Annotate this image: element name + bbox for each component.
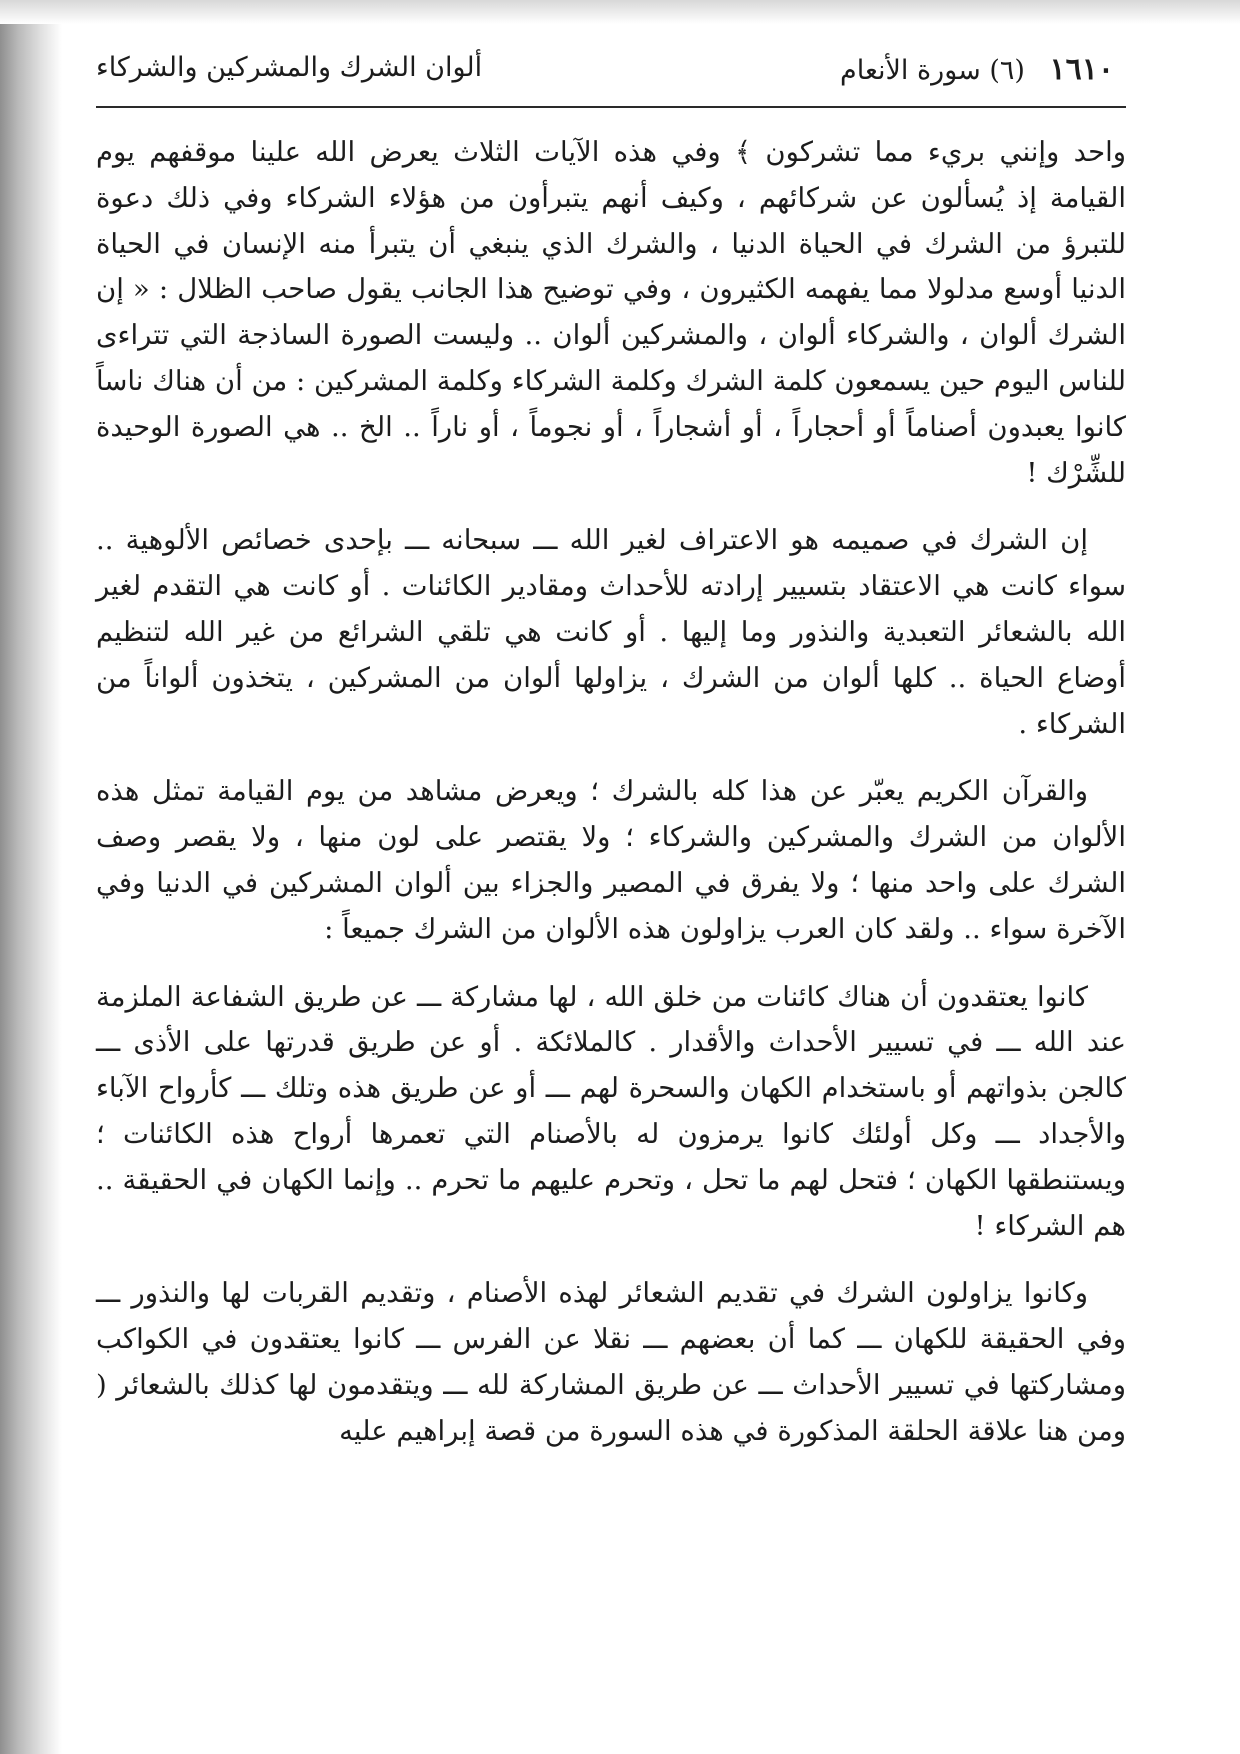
- running-header: [96, 40, 1126, 108]
- paragraph-2: إن الشرك في صميمه هو الاعتراف لغير الله ـــ سبحانه ـــ بإحدى خصائص الألوهية .. سواء كانت هي الاعتقاد بتسيير إرادته للأحداث ومقادير الكائنات . أو كانت هي التقدم لغير الله بالشعائر التعبدية والنذور وما إليها . أو كانت هي تلقي الشرائع من غير الله لتنظيم أوضاع الحياة .. كلها ألوان من الشرك ، يزاولها ألوان من المشركين ، يتخذون ألواناً من الشركاء .: [96, 524, 1126, 740]
- paragraph-5: وكانوا يزاولون الشرك في تقديم الشعائر لهذه الأصنام ، وتقديم القربات لها والنذور ـــ وفي الحقيقة للكهان ـــ كما أن بعضهم ـــ نقلا عن الفرس ـــ كانوا يعتقدون في الكواكب ومشاركتها في تسيير الأحداث ـــ عن طريق المشاركة لله ـــ ويتقدمون لها كذلك بالشعائر ( ومن هنا علاقة الحلقة المذكورة في هذه السورة من قصة إبراهيم عليه: [96, 1277, 1126, 1447]
- surah-name: (٦) سورة الأنعام: [840, 55, 1025, 86]
- page-body: [96, 130, 1126, 1477]
- scan-edge-shadow: [0, 0, 62, 1754]
- book-page: [96, 40, 1126, 1730]
- paragraph-1: واحد وإنني بريء مما تشركون ﴾ وفي هذه الآيات الثلاث يعرض الله علينا موقفهم يوم القيامة إذ يُسألون عن شركائهم ، وكيف أنهم يتبرأون من هؤلاء الشركاء وفي ذلك دعوة للتبرؤ من الشرك في الحياة الدنيا ، والشرك الذي ينبغي أن يتبرأ منه الإنسان في الحياة الدنيا أوسع مدلولا مما يفهمه الكثيرون ، وفي توضيح هذا الجانب يقول صاحب الظلال : « إن الشرك ألوان ، والشركاء ألوان ، والمشركين ألوان .. وليست الصورة الساذجة التي تتراءى للناس اليوم حين يسمعون كلمة الشرك وكلمة الشركاء وكلمة المشركين : من أن هناك ناساً كانوا يعبدون أصناماً أو أحجاراً ، أو أشجاراً ، أو نجوماً ، أو ناراً .. الخ .. هي الصورة الوحيدة للشِّرْك !: [96, 136, 1126, 489]
- section-title: ألوان الشرك والمشركين والشركاء: [96, 52, 483, 83]
- page-number: ١٦١٠: [1049, 52, 1114, 87]
- paragraph-4: كانوا يعتقدون أن هناك كائنات من خلق الله ، لها مشاركة ـــ عن طريق الشفاعة الملزمة عند الله ـــ في تسيير الأحداث والأقدار . كالملائكة . أو عن طريق قدرتها على الأذى ـــ كالجن بذواتهم أو باستخدام الكهان والسحرة لهم ـــ أو عن طريق هذه وتلك ـــ كأرواح الآباء والأجداد ـــ وكل أولئك كانوا يرمزون له بالأصنام التي تعمرها أرواح هذه الكائنات ؛ ويستنطقها الكهان ؛ فتحل لهم ما تحل ، وتحرم عليهم ما تحرم .. وإنما الكهان في الحقيقة .. هم الشركاء !: [96, 980, 1126, 1242]
- header-page-info: [840, 52, 1114, 87]
- paragraph-3: والقرآن الكريم يعبّر عن هذا كله بالشرك ؛ ويعرض مشاهد من يوم القيامة تمثل هذه الألوان من الشرك والمشركين والشركاء ؛ ولا يقتصر على لون منها ، ولا يقصر وصف الشرك على واحد منها ؛ ولا يفرق في المصير والجزاء بين ألوان المشركين في الدنيا وفي الآخرة سواء .. ولقد كان العرب يزاولون هذه الألوان من الشرك جميعاً :: [96, 775, 1126, 945]
- scan-top-shadow: [0, 0, 1240, 24]
